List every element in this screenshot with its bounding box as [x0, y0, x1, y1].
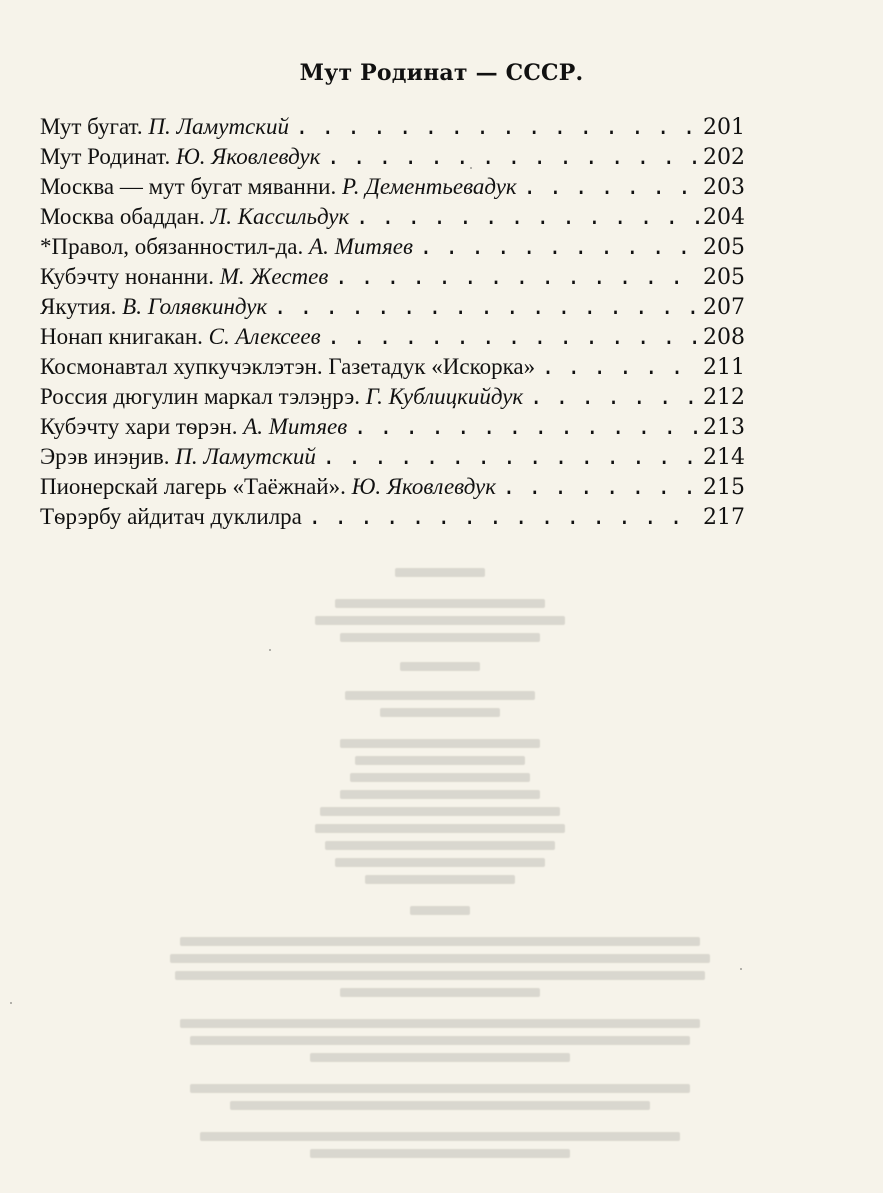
- toc-entry-page: 212: [703, 385, 745, 410]
- toc-entry-text: [40, 142, 320, 172]
- toc-entry-page: 205: [703, 265, 745, 290]
- toc-entry-text: [40, 442, 316, 472]
- dot-leader: [327, 323, 699, 353]
- dot-leader: [273, 293, 699, 323]
- toc-entry-page: 213: [703, 415, 745, 440]
- toc-entry-text: [40, 112, 289, 142]
- toc-entry: [40, 202, 745, 232]
- toc-entry-page: 214: [703, 445, 745, 470]
- toc-entry-author: Ю. Яковлевдук: [176, 144, 321, 169]
- toc-entry-author: А. Митяев: [309, 234, 413, 259]
- toc-entry: [40, 472, 745, 502]
- toc-entry-text: [40, 382, 523, 412]
- toc-entry-page: 207: [703, 295, 745, 320]
- toc-entry-title: Мут Родинат.: [40, 144, 171, 169]
- dot-leader: [502, 473, 699, 503]
- toc-entry-author: М. Жестев: [219, 264, 329, 289]
- toc-entry-page: 217: [703, 505, 745, 530]
- toc-entry-page: 202: [703, 145, 745, 170]
- toc-entry: [40, 352, 745, 382]
- dot-leader: [523, 173, 699, 203]
- toc-entry-text: [40, 172, 517, 202]
- toc-entry-text: [40, 502, 302, 532]
- dot-leader: [529, 383, 699, 413]
- paper-speck: [740, 968, 742, 970]
- toc-entry: [40, 172, 745, 202]
- toc-entry-text: [40, 202, 349, 232]
- toc-entry: [40, 322, 745, 352]
- toc-entry-text: [40, 262, 328, 292]
- toc-entry: [40, 442, 745, 472]
- toc-entry-title: Москва обаддан.: [40, 204, 205, 229]
- toc-entry-title: Якутия.: [40, 294, 117, 319]
- toc-entry-page: 204: [703, 205, 745, 230]
- paper-speck: [470, 167, 472, 169]
- section-title: Мут Родинат — СССР.: [299, 60, 584, 86]
- toc-entry: [40, 382, 745, 412]
- toc-entry-title: *Правол, обязанностил-да.: [40, 234, 304, 259]
- toc-entry-title: Кубэчту нонанни.: [40, 264, 214, 289]
- dot-leader: [334, 263, 699, 293]
- toc-entry: [40, 412, 745, 442]
- toc-entry-author: В. Голявкиндук: [122, 294, 268, 319]
- toc-entry-text: [40, 412, 347, 442]
- toc-entry-title: Нонап книгакан.: [40, 324, 203, 349]
- toc-entry-page: 211: [703, 355, 745, 380]
- toc-entry-page: 203: [703, 175, 745, 200]
- toc-entry-author: Р. Дементьевадук: [341, 174, 517, 199]
- toc-entry-title: Космонавтал хупкучэклэтэн. Газетадук «Искорка»: [40, 354, 536, 379]
- toc-entry-text: [40, 472, 496, 502]
- toc-entry-text: [40, 232, 413, 262]
- toc-entry: [40, 142, 745, 172]
- toc-entry: [40, 112, 745, 142]
- dot-leader: [295, 113, 699, 143]
- dot-leader: [326, 143, 699, 173]
- toc-entry-text: [40, 352, 535, 382]
- paper-speck: [10, 1002, 12, 1004]
- toc-entry: [40, 502, 745, 532]
- toc-entry-title: Кубэчту хари тѳрэн.: [40, 414, 238, 439]
- toc-entry-page: 208: [703, 325, 745, 350]
- toc-entry-title: Мут бугат.: [40, 114, 143, 139]
- toc-entry-page: 201: [703, 115, 745, 140]
- toc-entry-title: Эрэв инэӈив.: [40, 444, 170, 469]
- toc-entry-title: Пионерскай лагерь «Таёжнай».: [40, 474, 346, 499]
- dot-leader: [355, 203, 699, 233]
- paper-speck: [269, 649, 271, 651]
- toc-entry: [40, 232, 745, 262]
- toc-entry-author: Л. Кассильдук: [210, 204, 350, 229]
- toc-entry-title: Тѳрэрбу айдитач дуклилра: [40, 504, 302, 529]
- toc-entry-title: Россия дюгулин маркал тэлэӈрэ.: [40, 384, 361, 409]
- table-of-contents: [40, 112, 745, 532]
- toc-entry-author: Ю. Яковлевдук: [351, 474, 497, 499]
- toc-entry-author: А. Митяев: [243, 414, 348, 439]
- toc-entry-page: 205: [703, 235, 745, 260]
- toc-entry-text: [40, 322, 321, 352]
- toc-entry-author: П. Ламутский: [175, 444, 316, 469]
- toc-entry-author: Г. Кублицкийдук: [365, 384, 524, 409]
- toc-entry-title: Москва — мут бугат мяванни.: [40, 174, 337, 199]
- dot-leader: [541, 353, 699, 383]
- toc-entry-text: [40, 292, 267, 322]
- dot-leader: [308, 503, 699, 533]
- dot-leader: [322, 443, 699, 473]
- reverse-side-bleed-through: [140, 565, 740, 1163]
- toc-entry-page: 215: [703, 475, 745, 500]
- dot-leader: [419, 233, 699, 263]
- toc-entry-author: П. Ламутский: [148, 114, 290, 139]
- toc-entry-author: С. Алексеев: [208, 324, 321, 349]
- toc-entry: [40, 292, 745, 322]
- toc-entry: [40, 262, 745, 292]
- dot-leader: [353, 413, 699, 443]
